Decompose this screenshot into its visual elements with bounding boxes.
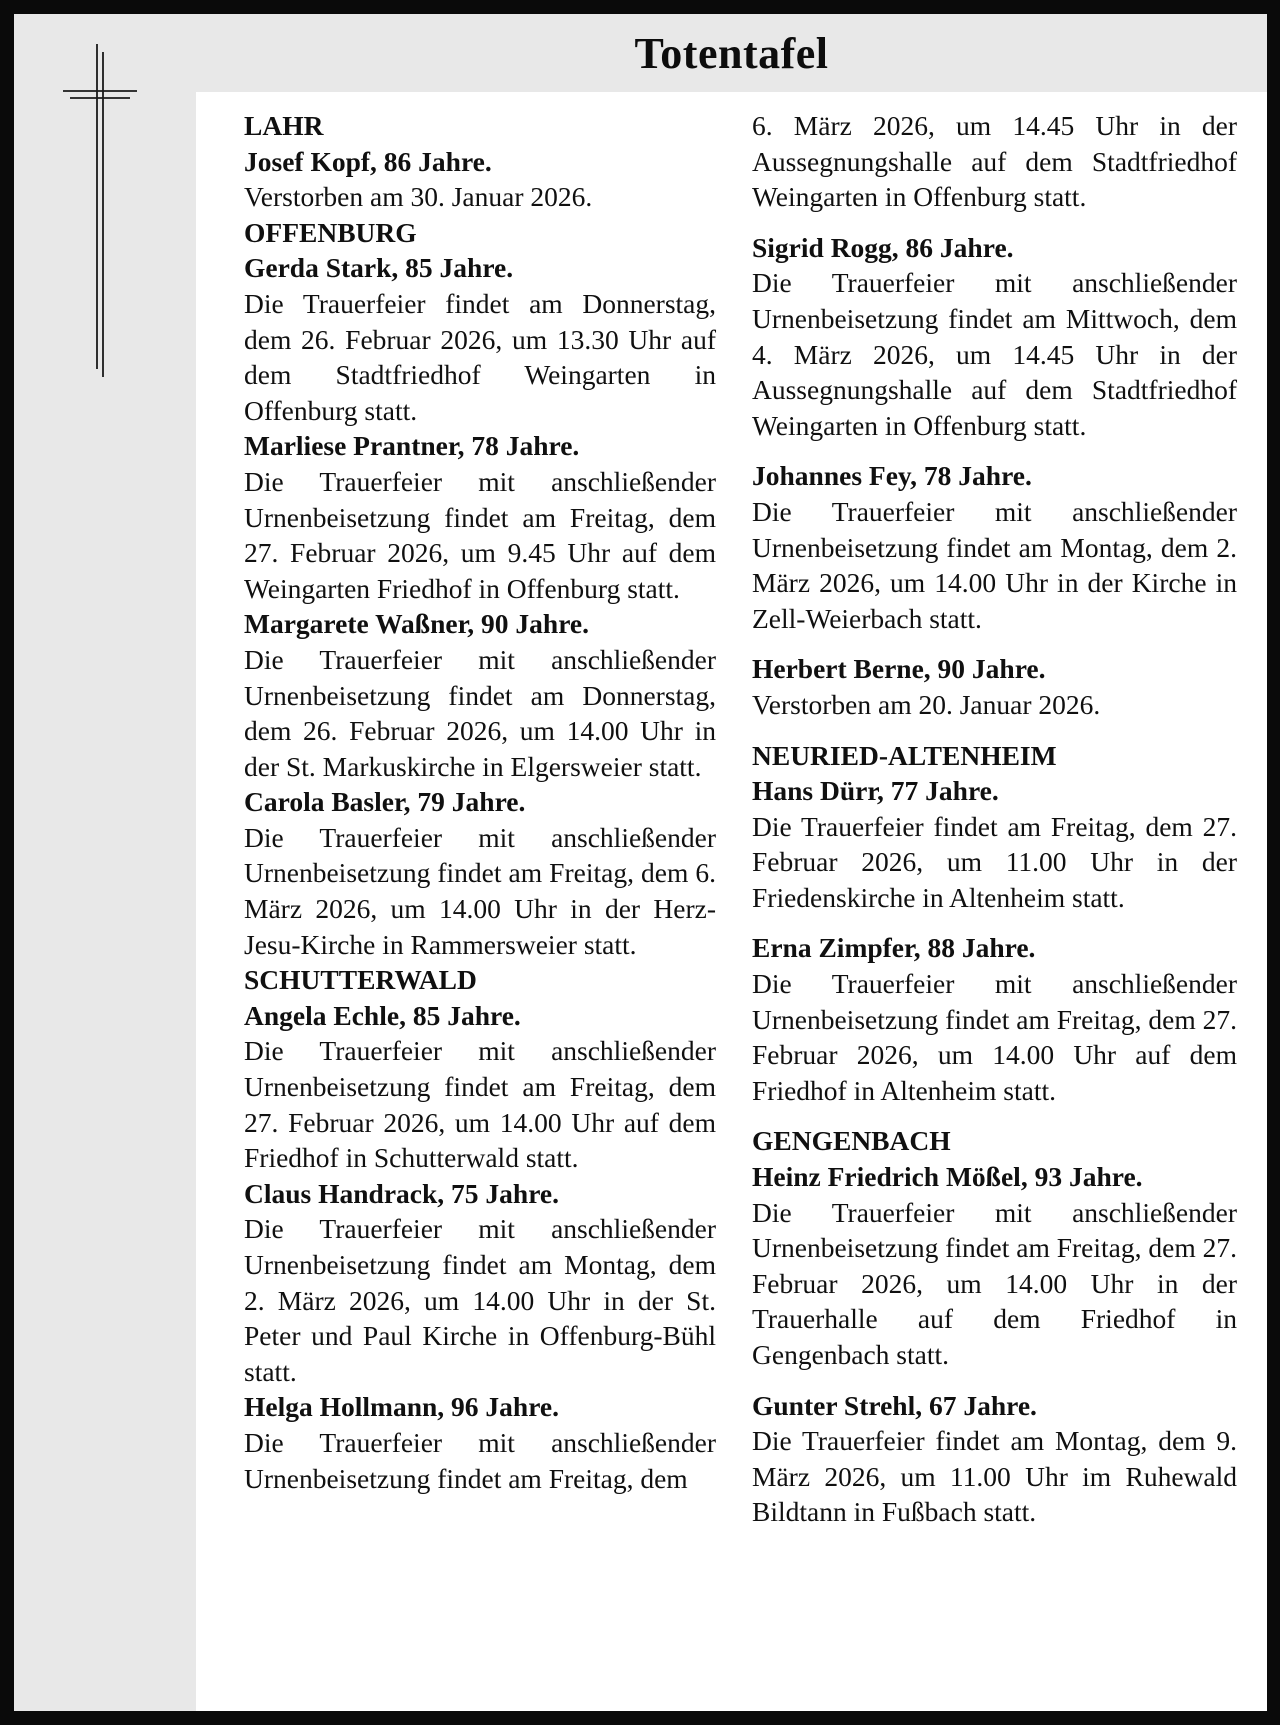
deceased-name: Marliese Prantner, 78 Jahre.: [244, 430, 580, 462]
deceased-name: Angela Echle, 85 Jahre.: [244, 999, 521, 1031]
obituary-entry: [244, 606, 716, 784]
obituary-entry: [752, 230, 1237, 444]
entry-details: 6. März 2026, um 14.45 Uhr in der Aussegnungshalle auf dem Stadtfriedhof Weingarten in Offenburg statt.: [752, 110, 1237, 213]
city-header: GENGENBACH: [752, 1125, 951, 1157]
obituary-panel: [196, 92, 1267, 1711]
city-header: SCHUTTERWALD: [244, 964, 477, 996]
deceased-name: Erna Zimpfer, 88 Jahre.: [752, 932, 1036, 964]
deceased-name: Claus Handrack, 75 Jahre.: [244, 1177, 560, 1209]
deceased-name: Gerda Stark, 85 Jahre.: [244, 252, 514, 284]
obituary-entry: [752, 1388, 1237, 1530]
obituary-entry: [244, 962, 716, 1176]
obituary-entry: [752, 1123, 1237, 1372]
deceased-name: Hans Dürr, 77 Jahre.: [752, 775, 999, 807]
obituary-columns: [244, 108, 1237, 1530]
obituary-entry: [244, 1389, 716, 1496]
city-header: NEURIED-ALTENHEIM: [752, 739, 1057, 771]
entry-details: Die Trauerfeier mit anschließender Urnenbeisetzung findet am Freitag, dem 27. Februar 2026, um 14.00 Uhr in der Trauerhalle auf dem Friedhof in Gengenbach statt.: [752, 1196, 1237, 1370]
entry-details: Die Trauerfeier mit anschließender Urnenbeisetzung findet am Montag, dem 2. März 2026, um 14.00 Uhr in der Kirche in Zell-Weierbach statt.: [752, 495, 1237, 634]
city-header: OFFENBURG: [244, 216, 417, 248]
obituary-entry: [752, 108, 1237, 215]
entry-details: Die Trauerfeier findet am Donnerstag, dem 26. Februar 2026, um 13.30 Uhr auf dem Stadtfriedhof Weingarten in Offenburg statt.: [244, 287, 716, 426]
obituary-entry: [244, 108, 716, 215]
obituary-entry: [752, 458, 1237, 636]
deceased-name: Gunter Strehl, 67 Jahre.: [752, 1389, 1037, 1421]
obituary-entry: [244, 1176, 716, 1390]
entry-details: Die Trauerfeier mit anschließender Urnenbeisetzung findet am Mittwoch, dem 4. März 2026, um 14.45 Uhr in der Aussegnungshalle auf dem Stadtfriedhof Weingarten in Offenburg statt.: [752, 267, 1237, 441]
page-background: [14, 14, 1267, 1711]
entry-details: Die Trauerfeier mit anschließender Urnenbeisetzung findet am Freitag, dem 27. Februar 2026, um 9.45 Uhr auf dem Weingarten Friedhof in Offenburg statt.: [244, 465, 716, 604]
obituary-column-right: [752, 108, 1237, 1530]
obituary-entry: [752, 651, 1237, 722]
entry-details: Die Trauerfeier mit anschließender Urnenbeisetzung findet am Freitag, dem: [244, 1426, 716, 1494]
entry-details: Verstorben am 30. Januar 2026.: [244, 181, 593, 213]
city-header: LAHR: [244, 110, 324, 141]
deceased-name: Herbert Berne, 90 Jahre.: [752, 653, 1046, 685]
obituary-entry: [244, 784, 716, 962]
entry-details: Die Trauerfeier mit anschließender Urnenbeisetzung findet am Freitag, dem 27. Februar 2026, um 14.00 Uhr auf dem Friedhof in Altenheim statt.: [752, 968, 1237, 1106]
deceased-name: Carola Basler, 79 Jahre.: [244, 786, 526, 818]
entry-details: Verstorben am 20. Januar 2026.: [752, 688, 1101, 720]
deceased-name: Johannes Fey, 78 Jahre.: [752, 460, 1032, 492]
entry-details: Die Trauerfeier findet am Freitag, dem 27. Februar 2026, um 11.00 Uhr in der Friedenskirche in Altenheim statt.: [752, 810, 1237, 913]
page-title: Totentafel: [634, 29, 829, 78]
obituary-entry: [752, 738, 1237, 916]
deceased-name: Helga Hollmann, 96 Jahre.: [244, 1391, 559, 1423]
obituary-entry: [752, 930, 1237, 1108]
obituary-entry: [244, 215, 716, 429]
obituary-column-left: [244, 108, 716, 1530]
entry-details: Die Trauerfeier mit anschließender Urnenbeisetzung findet am Freitag, dem 27. Februar 2026, um 14.00 Uhr auf dem Friedhof in Schutterwald statt.: [244, 1035, 716, 1174]
obituary-entry: [244, 428, 716, 606]
memorial-cross-icon: [62, 42, 152, 387]
deceased-name: Josef Kopf, 86 Jahre.: [244, 145, 492, 177]
deceased-name: Heinz Friedrich Mößel, 93 Jahre.: [752, 1161, 1143, 1193]
deceased-name: Margarete Waßner, 90 Jahre.: [244, 608, 589, 640]
entry-details: Die Trauerfeier mit anschließender Urnenbeisetzung findet am Freitag, dem 6. März 2026, um 14.00 Uhr in der Herz-Jesu-Kirche in Rammersweier statt.: [244, 821, 716, 960]
entry-details: Die Trauerfeier findet am Montag, dem 9. März 2026, um 11.00 Uhr im Ruhewald Bildtann in Fußbach statt.: [752, 1425, 1237, 1528]
entry-details: Die Trauerfeier mit anschließender Urnenbeisetzung findet am Montag, dem 2. März 2026, um 14.00 Uhr in der St. Peter und Paul Kirche in Offenburg-Bühl statt.: [244, 1213, 716, 1387]
entry-details: Die Trauerfeier mit anschließender Urnenbeisetzung findet am Donnerstag, dem 26. Februar 2026, um 14.00 Uhr in der St. Markuskirche in Elgersweier statt.: [244, 643, 716, 782]
deceased-name: Sigrid Rogg, 86 Jahre.: [752, 231, 1014, 263]
